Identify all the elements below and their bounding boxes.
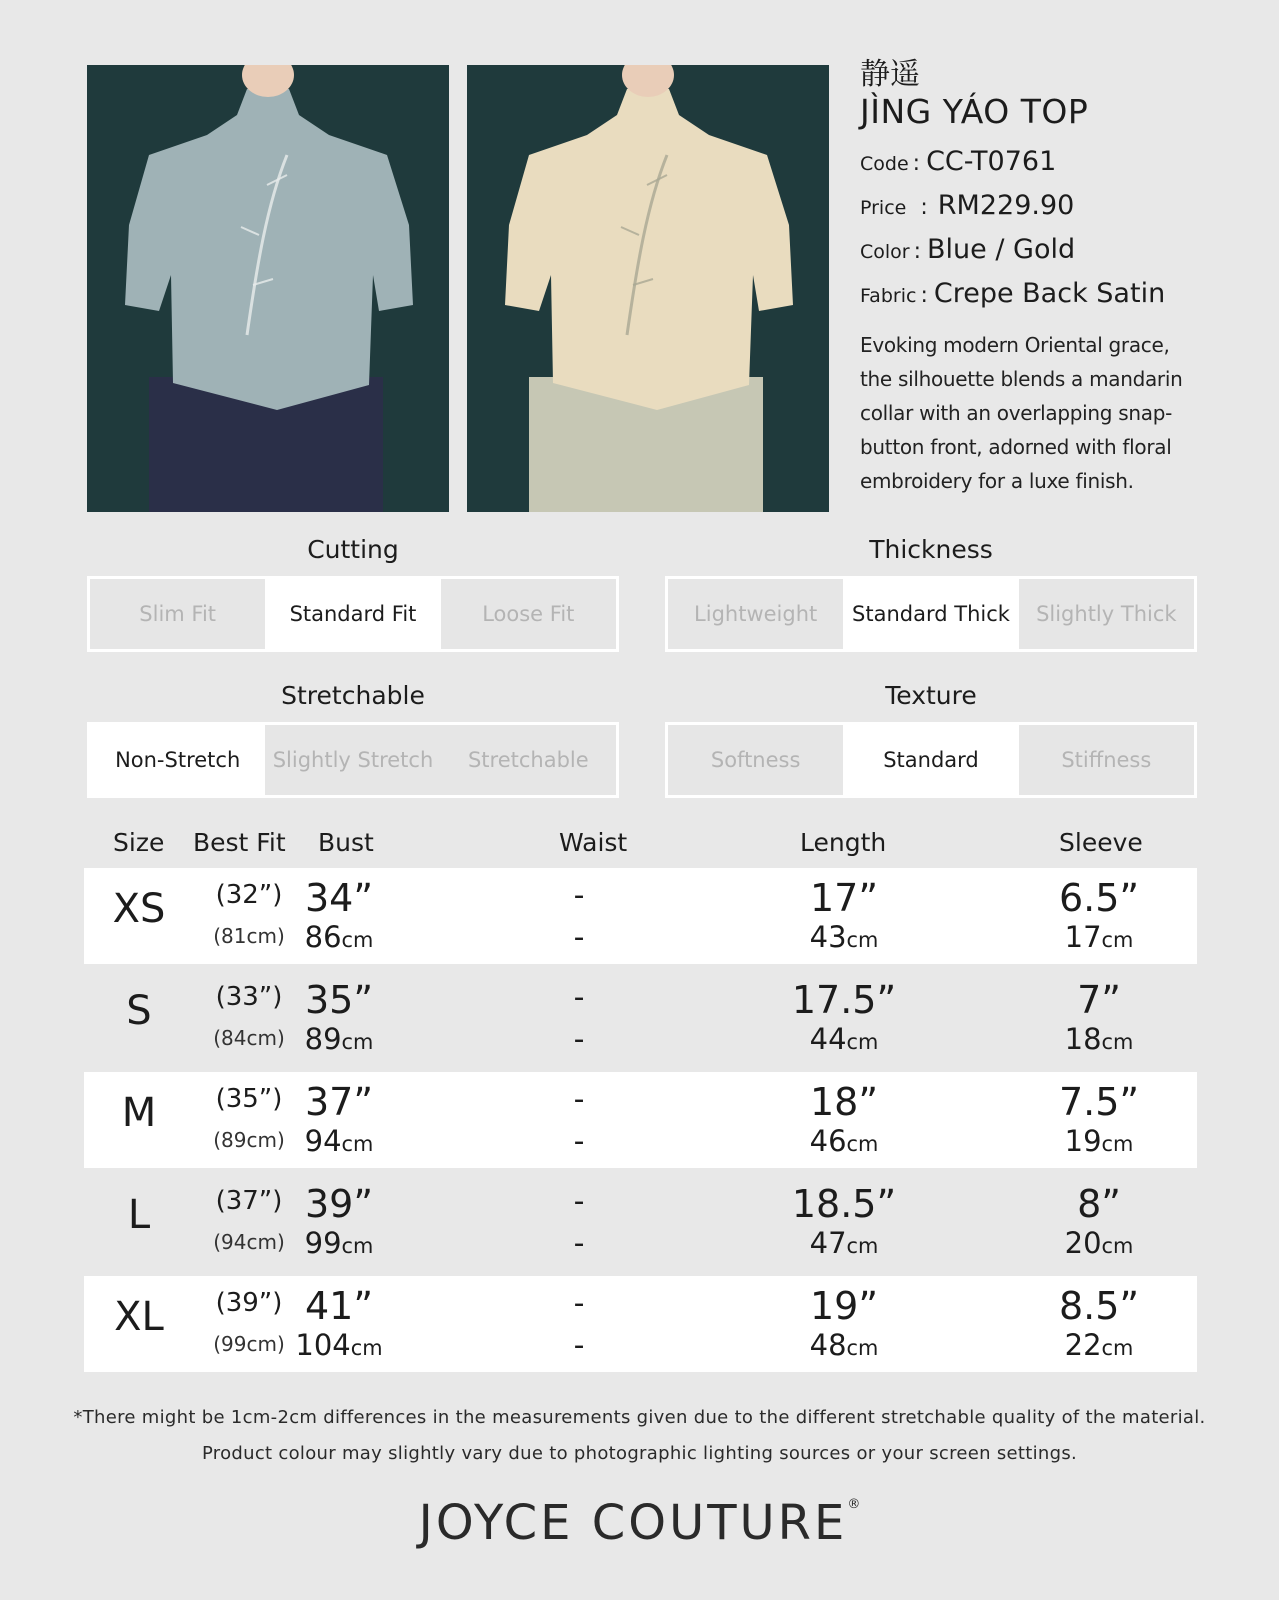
- cm-unit: cm: [1101, 928, 1134, 952]
- sleeve-cm: [1034, 1124, 1164, 1158]
- sleeve-inch: [1034, 978, 1164, 1022]
- texture-options: [665, 722, 1197, 798]
- bust-inch: [289, 1182, 389, 1226]
- length-inch-value: 19: [809, 1284, 859, 1328]
- length-inch-value: 17.5: [791, 978, 877, 1022]
- header-waist: Waist: [559, 828, 628, 857]
- product-name-cn: 静遥: [860, 57, 920, 92]
- best-fit-inch: (32”): [215, 880, 283, 910]
- colour-note: Product colour may slightly vary due to photographic lighting sources or your screen settings.: [201, 1443, 1078, 1464]
- waist-cm: -: [573, 1124, 585, 1159]
- sleeve-cm-value: 20: [1064, 1226, 1102, 1260]
- length-cm-value: 43: [809, 920, 847, 954]
- spec-label: Code: [860, 153, 909, 175]
- bust-cm: [289, 1124, 389, 1158]
- brand-name: JOYCE COUTURE: [418, 1495, 848, 1551]
- product-info: [860, 58, 1260, 498]
- sleeve-cm: [1034, 1328, 1164, 1362]
- header-size: Size: [113, 828, 165, 857]
- cutting-options: [87, 576, 619, 652]
- waist-inch: -: [573, 1082, 585, 1117]
- cm-unit: cm: [350, 1336, 383, 1360]
- photo-gold-illustration: [467, 65, 829, 512]
- length-cm: [779, 1226, 909, 1260]
- size-row-s: [84, 970, 1197, 1066]
- waist-cm: -: [573, 1328, 585, 1363]
- spec-color: [860, 234, 1260, 278]
- bust-cm-value: 104: [295, 1328, 351, 1362]
- inch-mark: ”: [858, 876, 879, 920]
- bust-cm: [289, 1226, 389, 1260]
- sleeve-cm-value: 17: [1064, 920, 1102, 954]
- bust-cm-value: 86: [304, 920, 342, 954]
- inch-mark: ”: [1119, 1284, 1140, 1328]
- texture-option: Stiffness: [1019, 725, 1194, 795]
- sleeve-inch-value: 8.5: [1058, 1284, 1120, 1328]
- bust-inch-value: 39: [304, 1182, 354, 1226]
- spec-value: CC-T0761: [926, 146, 1057, 177]
- product-name-en: JÌNG YÁO TOP: [860, 92, 1089, 131]
- bust-inch-value: 41: [304, 1284, 354, 1328]
- length-cm-value: 48: [809, 1328, 847, 1362]
- waist-inch: -: [573, 980, 585, 1015]
- texture-option: Standard: [843, 725, 1018, 795]
- bust-inch: [289, 876, 389, 920]
- sleeve-cm-value: 18: [1064, 1022, 1102, 1056]
- best-fit-inch: (33”): [215, 982, 283, 1012]
- length-inch: [779, 876, 909, 920]
- length-inch-value: 18: [809, 1080, 859, 1124]
- bust-inch: [289, 1284, 389, 1328]
- waist-cm: -: [573, 1022, 585, 1057]
- photo-blue-illustration: [87, 65, 449, 512]
- sleeve-cm: [1034, 1226, 1164, 1260]
- texture-title: Texture: [885, 681, 977, 710]
- thickness-options: [665, 576, 1197, 652]
- inch-mark: ”: [353, 876, 374, 920]
- spec-code: [860, 146, 1260, 190]
- size-label: XS: [112, 886, 166, 932]
- cm-unit: cm: [846, 1132, 879, 1156]
- spec-price: [860, 190, 1260, 234]
- stretchable-title: Stretchable: [281, 681, 425, 710]
- sleeve-cm-value: 19: [1064, 1124, 1102, 1158]
- length-cm-value: 44: [809, 1022, 847, 1056]
- spec-fabric: [860, 278, 1260, 322]
- best-fit-inch: (39”): [215, 1288, 283, 1318]
- cm-unit: cm: [846, 928, 879, 952]
- spec-label: Price: [860, 197, 907, 219]
- length-inch: [779, 1182, 909, 1226]
- best-fit-inch: (37”): [215, 1186, 283, 1216]
- header-sleeve: Sleeve: [1059, 828, 1143, 857]
- bust-cm: [289, 920, 389, 954]
- inch-mark: ”: [858, 1284, 879, 1328]
- waist-inch: -: [573, 878, 585, 913]
- stretchable-option: Slightly Stretch: [265, 725, 440, 795]
- product-photo-gold: [467, 65, 829, 512]
- cm-unit: cm: [1101, 1132, 1134, 1156]
- cm-unit: cm: [846, 1030, 879, 1054]
- best-fit-cm: (81cm): [213, 924, 285, 948]
- bust-cm-value: 89: [304, 1022, 342, 1056]
- length-cm: [779, 1022, 909, 1056]
- bust-cm: [289, 1328, 389, 1362]
- cm-unit: cm: [846, 1234, 879, 1258]
- cm-unit: cm: [341, 1030, 374, 1054]
- spec-colon: :: [913, 239, 922, 264]
- size-row-xl: [84, 1276, 1197, 1372]
- cutting-title: Cutting: [307, 535, 399, 564]
- header-best-fit: Best Fit: [193, 828, 286, 857]
- cm-unit: cm: [341, 928, 374, 952]
- best-fit-cm: (94cm): [213, 1230, 285, 1254]
- stretchable-option: Stretchable: [441, 725, 616, 795]
- inch-mark: ”: [1119, 876, 1140, 920]
- length-inch-value: 18.5: [791, 1182, 877, 1226]
- spec-label: Fabric: [860, 285, 917, 307]
- length-cm: [779, 1328, 909, 1362]
- inch-mark: ”: [353, 1182, 374, 1226]
- cm-unit: cm: [1101, 1336, 1134, 1360]
- sleeve-cm: [1034, 920, 1164, 954]
- thickness-option: Standard Thick: [843, 579, 1018, 649]
- size-label: L: [127, 1192, 151, 1238]
- spec-colon: :: [912, 151, 921, 176]
- cm-unit: cm: [846, 1336, 879, 1360]
- sleeve-cm: [1034, 1022, 1164, 1056]
- spec-value: Blue / Gold: [927, 234, 1076, 265]
- cm-unit: cm: [1101, 1030, 1134, 1054]
- bust-inch-value: 34: [304, 876, 354, 920]
- sleeve-inch: [1034, 1182, 1164, 1226]
- length-cm-value: 47: [809, 1226, 847, 1260]
- spec-value: Crepe Back Satin: [933, 278, 1166, 309]
- bust-cm: [289, 1022, 389, 1056]
- cm-unit: cm: [1101, 1234, 1134, 1258]
- best-fit-cm: (99cm): [213, 1332, 285, 1356]
- bust-cm-value: 94: [304, 1124, 342, 1158]
- brand-logo: [0, 1495, 1279, 1551]
- product-description: Evoking modern Oriental grace, the silhouette blends a mandarin collar with an overlapping snap-button front, adorned with floral embroidery for a luxe finish.: [860, 333, 1183, 493]
- sleeve-inch: [1034, 1080, 1164, 1124]
- size-row-m: [84, 1072, 1197, 1168]
- inch-mark: ”: [858, 1080, 879, 1124]
- product-photo-blue: [87, 65, 449, 512]
- thickness-title: Thickness: [869, 535, 993, 564]
- inch-mark: ”: [1119, 1080, 1140, 1124]
- spec-label: Color: [860, 241, 910, 263]
- inch-mark: ”: [353, 978, 374, 1022]
- length-inch-value: 17: [809, 876, 859, 920]
- inch-mark: ”: [1101, 1182, 1121, 1226]
- inch-mark: ”: [353, 1284, 374, 1328]
- measurement-note: *There might be 1cm-2cm differences in the measurements given due to the different stretchable quality of the material.: [73, 1407, 1206, 1428]
- length-cm: [779, 920, 909, 954]
- header-length: Length: [800, 828, 887, 857]
- bust-inch: [289, 978, 389, 1022]
- spec-colon: :: [920, 283, 928, 308]
- sleeve-inch-value: 7: [1077, 978, 1102, 1022]
- waist-inch: -: [573, 1184, 585, 1219]
- length-cm: [779, 1124, 909, 1158]
- stretchable-options: [87, 722, 619, 798]
- registered-mark: ®: [847, 1497, 861, 1512]
- thickness-option: Slightly Thick: [1019, 579, 1194, 649]
- waist-inch: -: [573, 1286, 585, 1321]
- cm-unit: cm: [341, 1234, 374, 1258]
- size-label: XL: [114, 1294, 164, 1340]
- best-fit-cm: (89cm): [213, 1128, 285, 1152]
- length-inch: [779, 978, 909, 1022]
- sleeve-inch-value: 6.5: [1058, 876, 1120, 920]
- best-fit-cm: (84cm): [213, 1026, 285, 1050]
- inch-mark: ”: [1101, 978, 1121, 1022]
- bust-inch: [289, 1080, 389, 1124]
- inch-mark: ”: [876, 1182, 897, 1226]
- sleeve-inch-value: 7.5: [1058, 1080, 1120, 1124]
- size-label: M: [121, 1090, 157, 1136]
- inch-mark: ”: [353, 1080, 374, 1124]
- sleeve-cm-value: 22: [1064, 1328, 1102, 1362]
- cm-unit: cm: [341, 1132, 374, 1156]
- bust-inch-value: 35: [304, 978, 354, 1022]
- length-inch: [779, 1080, 909, 1124]
- sleeve-inch-value: 8: [1077, 1182, 1102, 1226]
- cutting-option: Loose Fit: [441, 579, 616, 649]
- spec-value: RM229.90: [937, 190, 1075, 221]
- size-label: S: [126, 988, 152, 1034]
- cutting-option: Slim Fit: [90, 579, 265, 649]
- inch-mark: ”: [876, 978, 897, 1022]
- waist-cm: -: [573, 920, 585, 955]
- bust-inch-value: 37: [304, 1080, 354, 1124]
- spec-colon: :: [920, 195, 928, 220]
- header-bust: Bust: [318, 828, 374, 857]
- length-inch: [779, 1284, 909, 1328]
- stretchable-option: Non-Stretch: [90, 725, 265, 795]
- bust-cm-value: 99: [304, 1226, 342, 1260]
- texture-option: Softness: [668, 725, 843, 795]
- sleeve-inch: [1034, 1284, 1164, 1328]
- size-row-l: [84, 1174, 1197, 1270]
- sleeve-inch: [1034, 876, 1164, 920]
- waist-cm: -: [573, 1226, 585, 1261]
- cutting-option: Standard Fit: [265, 579, 440, 649]
- size-row-xs: [84, 868, 1197, 964]
- best-fit-inch: (35”): [215, 1084, 283, 1114]
- thickness-option: Lightweight: [668, 579, 843, 649]
- length-cm-value: 46: [809, 1124, 847, 1158]
